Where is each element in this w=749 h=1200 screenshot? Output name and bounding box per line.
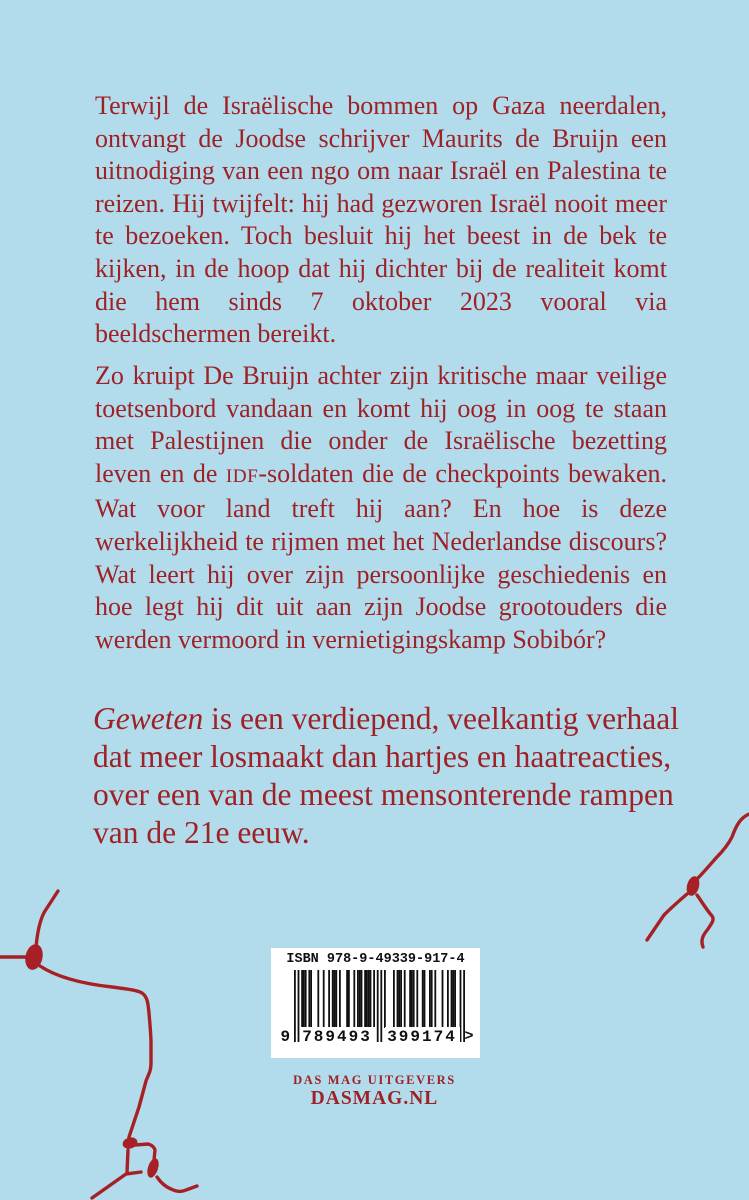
blurb-pitch-text: is een verdiepend, veelkantig verhaal dat meer losmaakt dan hartjes en haatreacties, over een van de meest mensonterende rampen van de 21e eeuw.: [93, 701, 680, 850]
publisher-website: DASMAG.NL: [310, 1088, 439, 1109]
barcode-digit-group-1: 789493: [300, 1027, 375, 1047]
book-title-reference: Geweten: [93, 701, 204, 736]
map-lines-left-icon: [0, 886, 200, 1200]
idf-abbreviation: IDF: [225, 465, 259, 487]
blurb-paragraph-2-start: Zo kruipt De Bruijn achter zijn kritische maar veilige toetsenbord vandaan en komt hij oog in oog te staan met Palestijnen die onder de Israëlische bezetting leven en de: [95, 361, 667, 488]
blurb-paragraph-2-end: -soldaten die de checkpoints bewaken. Wat voor land treft hij aan? En hoe is deze werkelijkheid te rijmen met het Nederlandse discours? Wat leert hij over zijn persoonlijke geschiedenis en hoe legt hij dit uit aan zijn Joodse grootouders die werden vermoord in vernietigingskamp Sobibór?: [95, 458, 667, 654]
map-lines-right-icon: [643, 810, 749, 950]
barcode-digit-first: 9: [280, 1028, 291, 1046]
blurb-pitch: [93, 700, 685, 852]
barcode-bars: [280, 970, 474, 1058]
barcode-digit-group-2: 399174: [385, 1027, 460, 1047]
blurb-paragraph-1: Terwijl de Israëlische bommen op Gaza neerdalen, ontvangt de Joodse schrijver Maurits de Bruijn een uitnodiging van een ngo om naar Israël en Palestina te reizen. Hij twijfelt: hij had gezworen Israël nooit meer te bezoeken. Toch besluit hij het beest in de bek te kijken, in de hoop dat hij dichter bij de realiteit komt die hem sinds 7 oktober 2023 vooral via beeldschermen bereikt.: [95, 91, 667, 349]
publisher-imprint: DAS MAG UITGEVERS: [293, 1073, 456, 1087]
isbn-barcode: [271, 948, 480, 1058]
blurb-paragraph-2: [95, 360, 667, 656]
isbn-number: ISBN 978-9-49339-917-4: [286, 952, 465, 967]
barcode-quiet-zone-mark: >: [464, 1028, 474, 1045]
